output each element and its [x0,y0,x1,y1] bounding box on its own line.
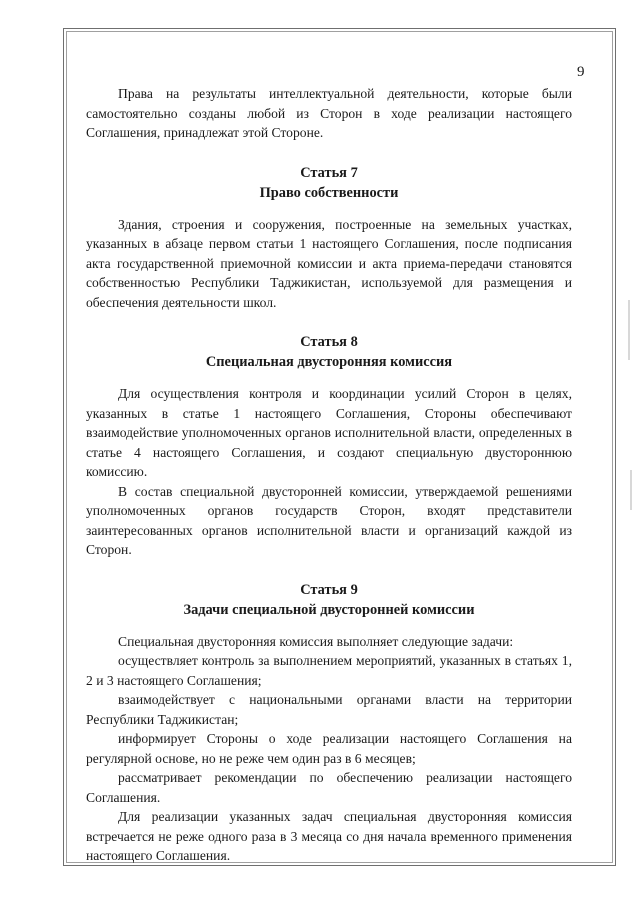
article-8-section [86,332,572,560]
article-9-closing: Для реализации указанных задач специальная двусторонняя комиссия встречается не реже одного раза в 3 месяца со дня начала временного применения настоящего Соглашения. [86,809,572,863]
article-7-paragraph: Здания, строения и сооружения, построенные на земельных участках, указанных в абзаце первом статьи 1 настоящего Соглашения, после подписания акта государственной приемочной комиссии и акта приема-передачи становятся собственностью Республики Таджикистан, используемой для размещения и обеспечения деятельности школ. [86,216,572,310]
article-8-number: Статья 8 [300,334,358,350]
page-number: 9 [577,64,585,80]
article-9-task: рассматривает рекомендации по обеспечению реализации настоящего Соглашения. [86,770,572,805]
article-9-lead: Специальная двусторонняя комиссия выполняет следующие задачи: [118,633,514,649]
article-9-task: взаимодействует с национальными органами власти на территории Республики Таджикистан; [86,692,572,727]
article-9-title: Задачи специальной двусторонней комиссии [183,601,475,618]
article-8-paragraph: Для осуществления контроля и координации усилий Сторон в целях, указанных в статье 1 настоящего Соглашения, Стороны обеспечивают взаимодействие уполномоченных органов исполнительной власти, определенных в статье 4 настоящего Соглашения, и создают специальную двустороннюю комиссию. [86,386,572,479]
document-body [86,84,572,866]
article-9-task: осуществляет контроль за выполнением мероприятий, указанных в статьях 1, 2 и 3 настоящего Соглашения; [86,653,572,688]
scan-edge-mark [628,300,630,360]
article-7-number: Статья 7 [300,164,358,181]
article-7-title: Право собственности [259,184,399,201]
article-9-section [86,580,572,866]
article-8-title: Специальная двусторонняя комиссия [205,354,453,370]
article-8-paragraph: В состав специальной двусторонней комиссии, утверждаемой решениями уполномоченных органов государств Сторон, входят представители заинтересованных органов исполнительной власти и организаций каждой из Сторон. [86,483,572,557]
scan-edge-mark [630,470,632,510]
article-9-number: Статья 9 [300,581,358,598]
article-7-section [86,163,572,313]
intro-paragraph: Права на результаты интеллектуальной деятельности, которые были самостоятельно созданы любой из Сторон в ходе реализации настоящего Соглашения, принадлежат этой Стороне. [86,86,572,140]
article-9-task: информирует Стороны о ходе реализации настоящего Соглашения на регулярной основе, но не реже чем один раз в 6 месяцев; [86,731,572,766]
